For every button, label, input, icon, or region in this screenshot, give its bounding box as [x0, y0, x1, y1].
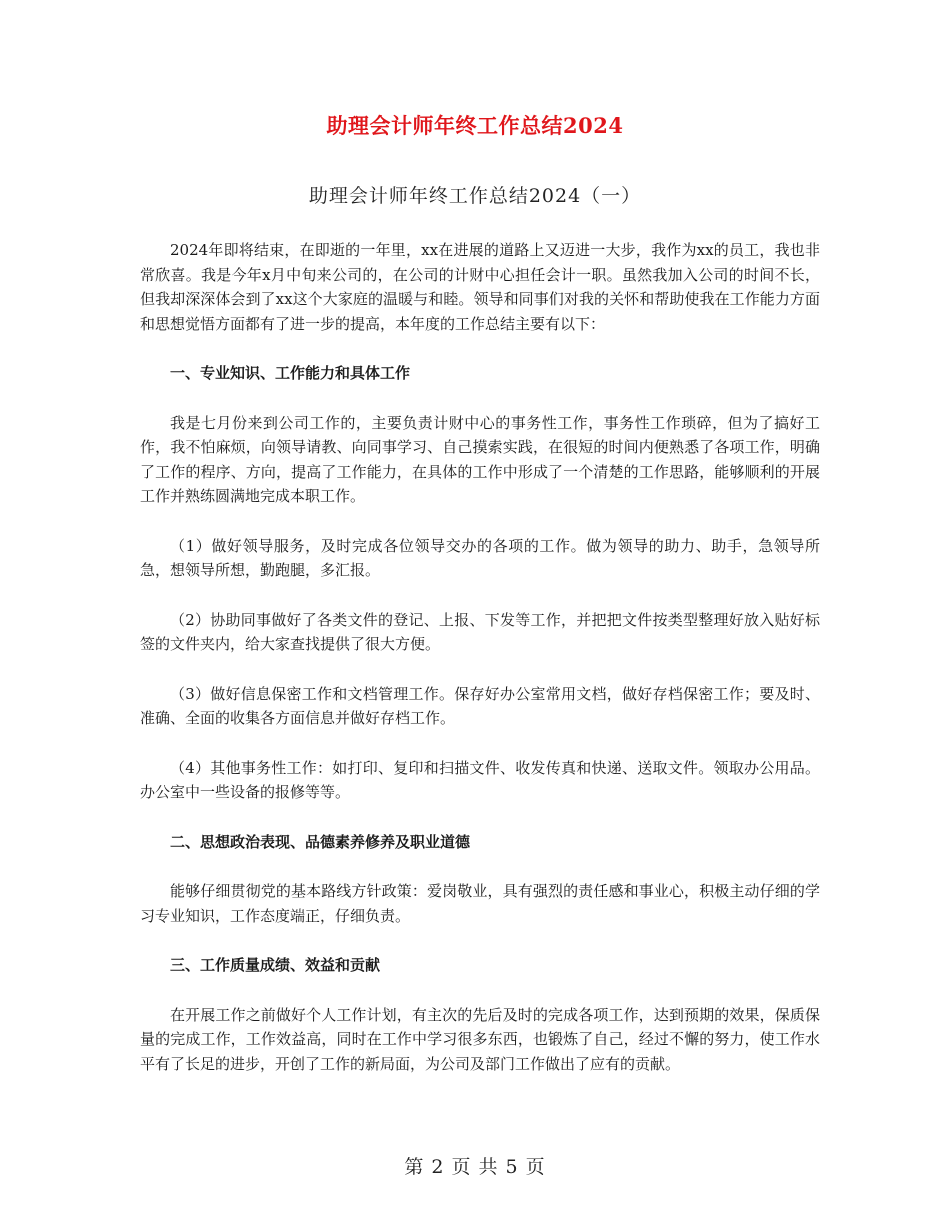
section-heading-3: 三、工作质量成绩、效益和贡献	[170, 956, 381, 974]
page-number-footer: 第 2 页 共 5 页	[404, 1156, 546, 1178]
paragraph-section-2: 能够仔细贯彻党的基本路线方针政策：爱岗敬业，具有强烈的责任感和事业心，积极主动仔细的学习专业知识，工作态度端正，仔细负责。	[140, 882, 820, 925]
list-item-2: （2）协助同事做好了各类文件的登记、上报、下发等工作，并把把文件按类型整理好放入贴好标签的文件夹内，给大家查找提供了很大方便。	[140, 610, 820, 653]
document-subtitle: 助理会计师年终工作总结2024（一）	[308, 185, 642, 207]
paragraph-section-3: 在开展工作之前做好个人工作计划，有主次的先后及时的完成各项工作，达到预期的效果，保质保量的完成工作，工作效益高，同时在工作中学习很多东西，也锻炼了自己，经过不懈的努力，使工作水平有了长足的进步，开创了工作的新局面，为公司及部门工作做出了应有的贡献。	[140, 1005, 820, 1073]
paragraph-intro: 2024年即将结束，在即逝的一年里，xx在进展的道路上又迈进一大步，我作为xx的员工，我也非常欣喜。我是今年x月中旬来公司的，在公司的计财中心担任会计一职。虽然我加入公司的时间不长，但我却深深体会到了xx这个大家庭的温暖与和睦。领导和同事们对我的关怀和帮助使我在工作能力方面和思想觉悟方面都有了进一步的提高，本年度的工作总结主要有以下：	[140, 241, 820, 333]
section-heading-1: 一、专业知识、工作能力和具体工作	[170, 364, 411, 382]
document-title: 助理会计师年终工作总结2024	[326, 113, 624, 138]
list-item-1: （1）做好领导服务，及时完成各位领导交办的各项的工作。做为领导的助力、助手，急领导所急，想领导所想，勤跑腿，多汇报。	[140, 536, 820, 579]
list-item-4: （4）其他事务性工作：如打印、复印和扫描文件、收发传真和快递、送取文件。领取办公用品。办公室中一些设备的报修等等。	[140, 758, 820, 801]
document-body	[140, 238, 820, 1101]
section-heading-2: 二、思想政治表现、品德素养修养及职业道德	[170, 832, 471, 851]
paragraph-section-1: 我是七月份来到公司工作的，主要负责计财中心的事务性工作，事务性工作琐碎，但为了搞好工作，我不怕麻烦，向领导请教、向同事学习、自己摸索实践，在很短的时间内便熟悉了各项工作，明确了工作的程序、方向，提高了工作能力，在具体的工作中形成了一个清楚的工作思路，能够顺利的开展工作并熟练圆满地完成本职工作。	[140, 413, 820, 505]
list-item-3: （3）做好信息保密工作和文档管理工作。保存好办公室常用文档，做好存档保密工作；要及时、准确、全面的收集各方面信息并做好存档工作。	[140, 684, 820, 727]
